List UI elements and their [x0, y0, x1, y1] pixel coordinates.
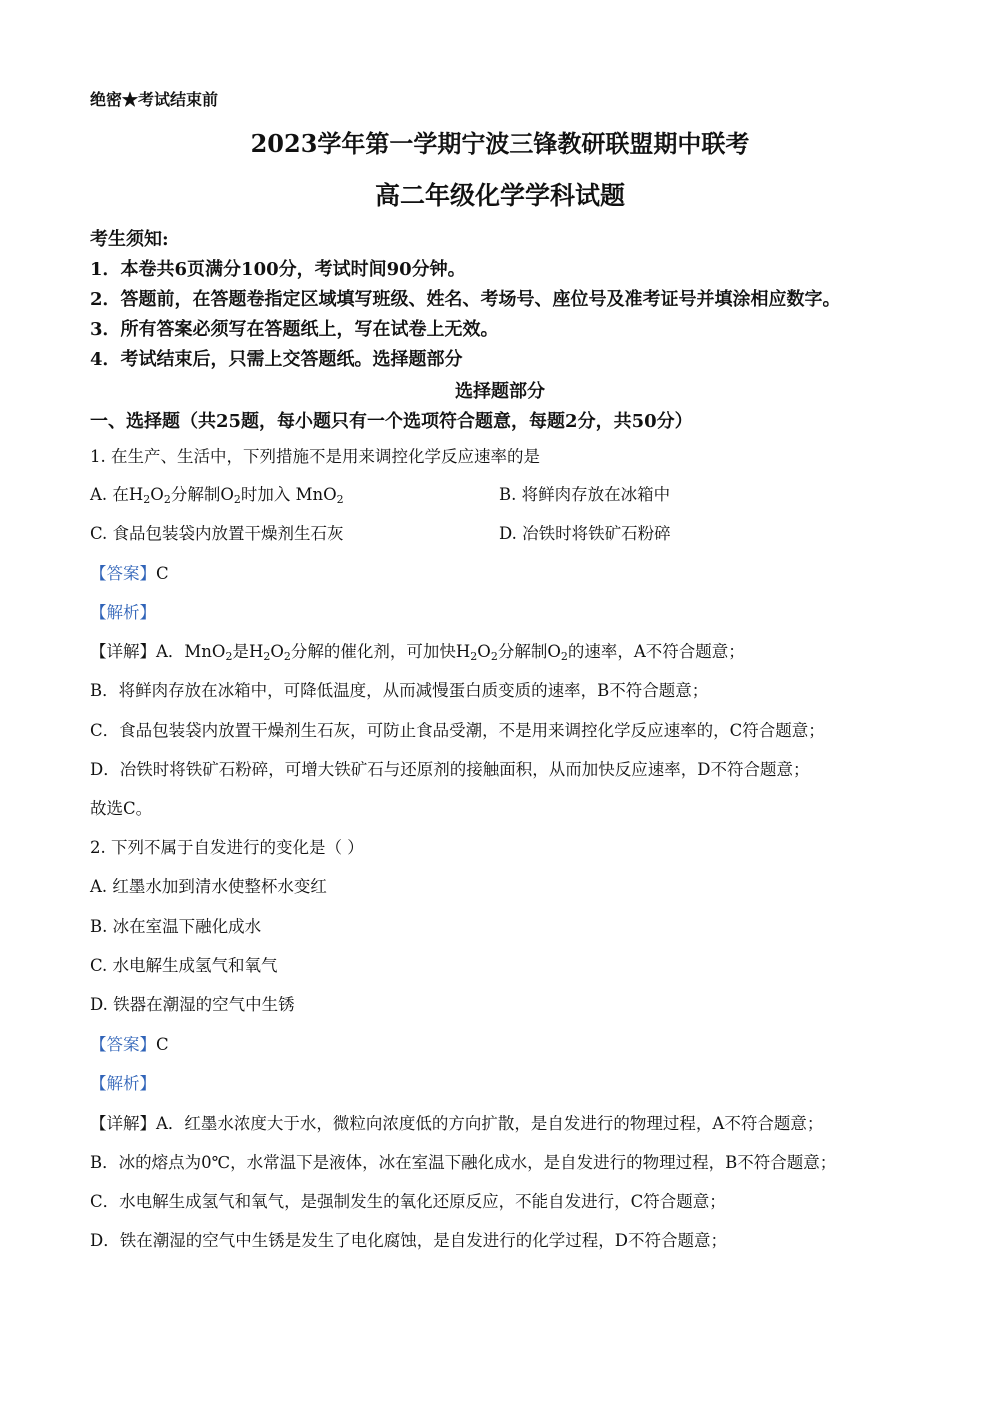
- notice-item-3: 3．所有答案必须写在答题纸上，写在试卷上无效。: [90, 319, 499, 340]
- q1-answer: 【答案】C: [90, 564, 169, 583]
- q1-analysis-label: 【解析】: [90, 603, 156, 622]
- q1-detail-c: C．食品包装袋内放置干燥剂生石灰，可防止食品受潮，不是用来调控化学反应速率的，C符合题意；: [90, 721, 825, 740]
- confidential-mark: 绝密★考试结束前: [90, 90, 219, 109]
- q2-detail-b: B．冰的熔点为0℃，水常温下是液体，冰在室温下融化成水，是自发进行的物理过程，B不符合题意；: [90, 1153, 837, 1172]
- q2-detail-a: 【详解】A．红墨水浓度大于水，微粒向浓度低的方向扩散，是自发进行的物理过程，A不符合题意；: [90, 1114, 824, 1133]
- notice-item-4: 4．考试结束后，只需上交答题纸。选择题部分: [90, 349, 463, 370]
- answer-label: 【答案】: [90, 1035, 156, 1054]
- q1-detail-d: D．冶铁时将铁矿石粉碎，可增大铁矿石与还原剂的接触面积，从而加快反应速率，D不符合题意；: [90, 760, 810, 779]
- q2-detail-c: C．水电解生成氢气和氧气，是强制发生的氧化还原反应，不能自发进行，C符合题意；: [90, 1192, 726, 1211]
- exam-title: 2023学年第一学期宁波三锋教研联盟期中联考: [250, 129, 750, 158]
- q1-conclusion: 故选C。: [90, 799, 153, 818]
- notice-item-2: 2．答题前，在答题卷指定区域填写班级、姓名、考场号、座位号及准考证号并填涂相应数字。: [90, 289, 841, 310]
- notice-heading: 考生须知:: [90, 229, 169, 250]
- q1-option-c: C. 食品包装袋内放置干燥剂生石灰: [90, 524, 344, 543]
- q2-detail-d: D．铁在潮湿的空气中生锈是发生了电化腐蚀，是自发进行的化学过程，D不符合题意；: [90, 1231, 727, 1250]
- answer-label: 【答案】: [90, 564, 156, 583]
- q1-option-b: B. 将鲜肉存放在冰箱中: [499, 485, 671, 504]
- q1-option-d: D. 冶铁时将铁矿石粉碎: [499, 524, 671, 543]
- exam-subtitle: 高二年级化学学科试题: [374, 181, 625, 210]
- detail-label: 【详解】: [90, 1114, 156, 1133]
- q2-option-b: B. 冰在室温下融化成水: [90, 917, 262, 936]
- q2-answer: 【答案】C: [90, 1035, 169, 1054]
- q2-option-d: D. 铁器在潮湿的空气中生锈: [90, 995, 295, 1014]
- section-heading: 一、选择题（共25题，每小题只有一个选项符合题意，每题2分，共50分）: [90, 411, 693, 432]
- q2-analysis-label: 【解析】: [90, 1074, 156, 1093]
- q2-stem: 2. 下列不属于自发进行的变化是（ ）: [90, 838, 364, 857]
- q1-stem: 1. 在生产、生活中，下列措施不是用来调控化学反应速率的是: [90, 447, 540, 466]
- q1-detail-a: 【详解】A．MnO$_2$是$H_2O_2$分解的催化剂，可加快$H_2O_2$分解制$O_2$的速率，A不符合题意；: [90, 642, 745, 663]
- detail-label: 【详解】: [90, 642, 156, 661]
- notice-item-1: 1．本卷共6页满分100分，考试时间90分钟。: [90, 259, 466, 280]
- q2-option-a: A. 红墨水加到清水使整杯水变红: [90, 877, 327, 896]
- q1-option-a: A. 在$H_2O_2$分解制$O_2$时加入 MnO$_2$: [90, 485, 344, 506]
- q1-detail-b: B．将鲜肉存放在冰箱中，可降低温度，从而减慢蛋白质变质的速率，B不符合题意；: [90, 681, 709, 700]
- q2-option-c: C. 水电解生成氢气和氧气: [90, 956, 278, 975]
- part-title: 选择题部分: [455, 381, 545, 402]
